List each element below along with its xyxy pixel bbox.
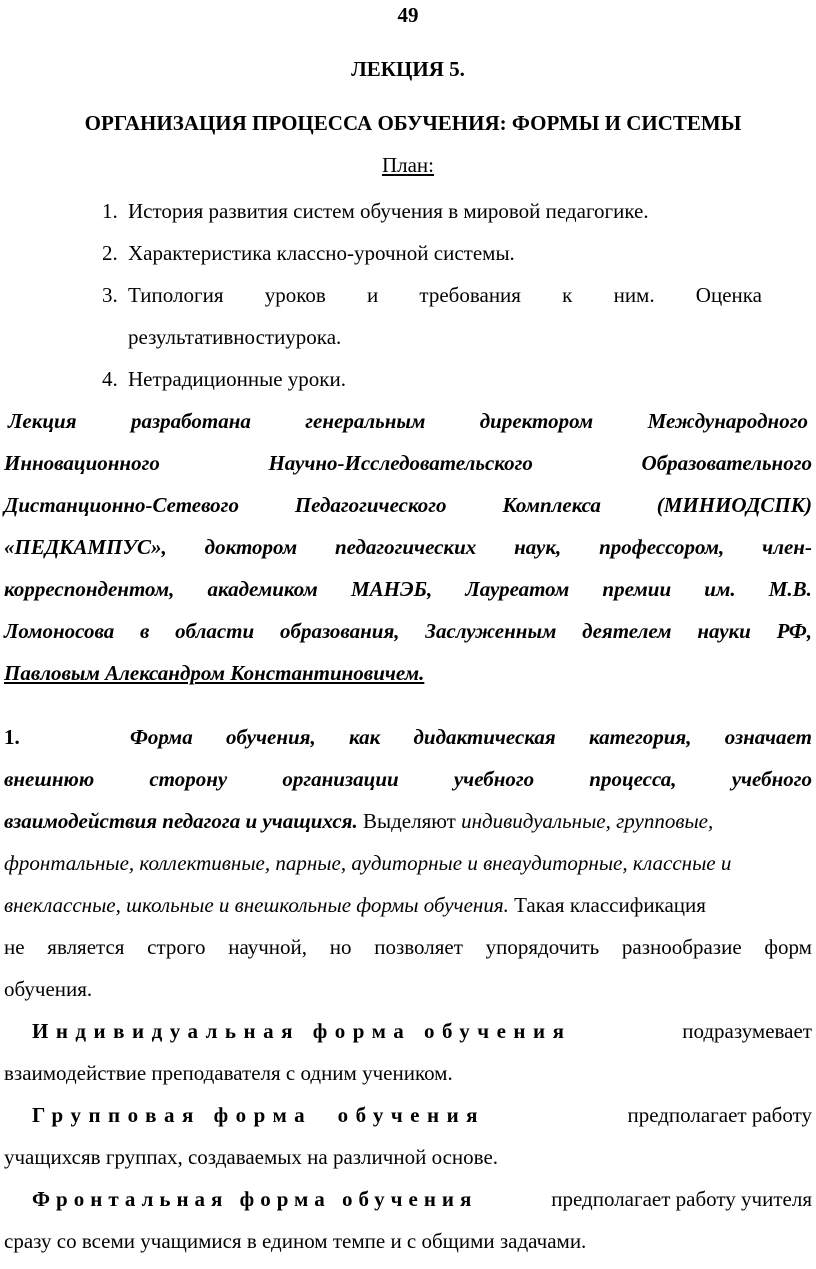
section-1-line-7: обучения. xyxy=(4,977,93,1001)
section-1-line-2: внешнюю сторону организации учебного процесса, учебного xyxy=(4,767,812,791)
author-line-1: Лекция разработана генеральным директором Международного xyxy=(8,409,808,433)
group-form-line-2: учащихсяв группах, создаваемых на различной основе. xyxy=(4,1145,499,1169)
author-line-3: Дистанционно-Сетевого Педагогического Комплекса (МИНИОДСПК) xyxy=(4,493,812,517)
plan-item-continuation: результативностиурока. xyxy=(128,325,342,349)
frontal-form-line-2: сразу со всеми учащимися в едином темпе и с общими задачами. xyxy=(4,1229,587,1253)
section-1-line-6: не является строго научной, но позволяет упорядочить разнообразие форм xyxy=(4,935,812,959)
topic-title: ОРГАНИЗАЦИЯ ПРОЦЕССА ОБУЧЕНИЯ: ФОРМЫ И СИСТЕМЫ xyxy=(84,111,742,135)
author-line-6: Ломоносова в области образования, Заслуженным деятелем науки РФ, xyxy=(4,619,812,643)
page-number: 49 xyxy=(397,3,419,27)
section-1-line-4: фронтальные, коллективные, парные, аудиторные и внеаудиторные, классные и xyxy=(4,851,732,875)
plan-heading: План: xyxy=(381,153,435,177)
plan-item: 3. Типология уроков и требования к ним. Оценка xyxy=(102,283,762,307)
section-1-line-3: взаимодействия педагога и учащихся. Выделяют индивидуальные, групповые, xyxy=(4,809,714,833)
author-line-2: Инновационного Научно-Исследовательского Образовательного xyxy=(4,451,812,475)
plan-item: 2. Характеристика классно-урочной системы. xyxy=(102,241,515,265)
author-line-7: Павловым Александром Константиновичем. xyxy=(4,661,425,685)
author-line-4: «ПЕДКАМПУС», доктором педагогических наук, профессором, член- xyxy=(4,535,812,559)
individual-form-line-1: Индивидуальная форма обучения подразумевает xyxy=(32,1019,812,1043)
group-form-line-1: Групповая форма обучения предполагает работу xyxy=(32,1103,812,1127)
frontal-form-line-1: Фронтальная форма обучения предполагает работу учителя xyxy=(32,1187,812,1211)
individual-form-line-2: взаимодействие преподавателя с одним учеником. xyxy=(4,1061,453,1085)
author-line-5: корреспондентом, академиком МАНЭБ, Лауреатом премии им. М.В. xyxy=(4,577,812,601)
lecture-title: ЛЕКЦИЯ 5. xyxy=(351,57,465,81)
plan-item: 4. Нетрадиционные уроки. xyxy=(102,367,346,391)
section-1-line-1: 1. Форма обучения, как дидактическая категория, означает xyxy=(4,725,812,749)
plan-item: 1. История развития систем обучения в мировой педагогике. xyxy=(102,199,649,223)
section-1-line-5: внеклассные, школьные и внешкольные формы обучения. Такая классификация xyxy=(4,893,706,917)
